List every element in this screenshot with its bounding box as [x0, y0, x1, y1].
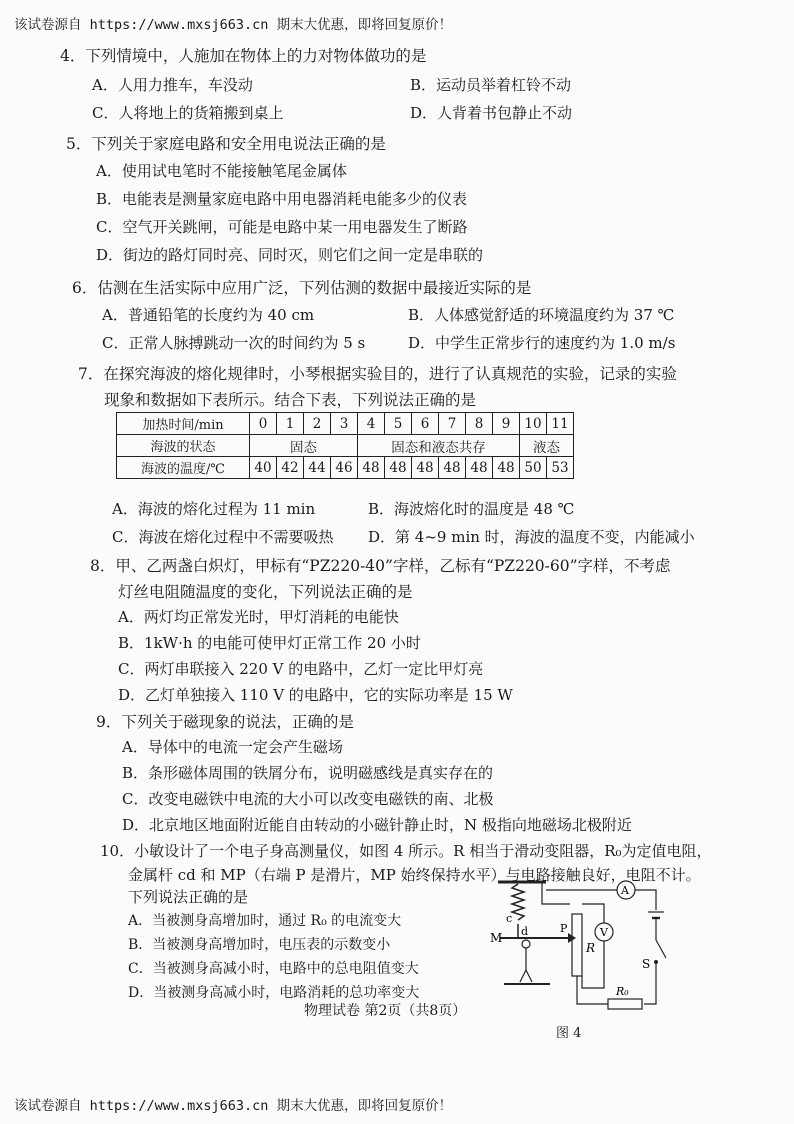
table-cell-temp: 46 [331, 457, 358, 479]
table-cell-time: 9 [493, 413, 520, 435]
q7-option-d: D．第 4~9 min 时，海波的温度不变，内能减小 [368, 528, 695, 546]
wire-top [542, 882, 570, 904]
q9-option-a: A．导体中的电流一定会产生磁场 [122, 738, 343, 756]
q5-option-c: C．空气开关跳闸，可能是电路中某一用电器发生了断路 [96, 218, 468, 236]
header-watermark: 该试卷源自 https://www.mxsj663.cn 期末大优惠，即将回复原价！ [14, 17, 453, 33]
q6-option-b: B．人体感觉舒适的环境温度约为 37 ℃ [408, 306, 675, 324]
table-header-temp: 海波的温度/℃ [117, 457, 250, 479]
q8-stem-line2: 灯丝电阻随温度的变化，下列说法正确的是 [118, 583, 413, 601]
table-cell-temp: 48 [385, 457, 412, 479]
table-cell-time: 1 [277, 413, 304, 435]
q10-stem-line2: 金属杆 cd 和 MP（右端 P 是滑片，MP 始终保持水平）与电路接触良好，电阻不计。 [128, 866, 701, 884]
q8-option-c: C．两灯串联接入 220 V 的电路中，乙灯一定比甲灯亮 [118, 660, 484, 678]
q6-option-c: C．正常人脉搏跳动一次的时间约为 5 s [102, 334, 366, 352]
table-cell-state-liquid: 液态 [520, 435, 574, 457]
table-cell-temp: 53 [547, 457, 574, 479]
q10-option-a: A．当被测身高增加时，通过 R₀ 的电流变大 [128, 913, 402, 929]
table-row-temp [117, 457, 574, 479]
q5-option-d: D．街边的路灯同时亮、同时灭，则它们之间一定是串联的 [96, 246, 484, 264]
q9-option-b: B．条形磁体周围的铁屑分布，说明磁感线是真实存在的 [122, 764, 494, 782]
q10-option-b: B．当被测身高增加时，电压表的示数变小 [128, 937, 391, 953]
table-cell-temp: 48 [358, 457, 385, 479]
label-v: V [600, 926, 608, 939]
table-cell-temp: 48 [412, 457, 439, 479]
q10-option-c: C．当被测身高减小时，电路中的总电阻值变大 [128, 961, 419, 977]
table-cell-state-mixed: 固态和液态共存 [358, 435, 520, 457]
q5-option-a: A．使用试电笔时不能接触笔尾金属体 [96, 162, 347, 180]
table-cell-time: 10 [520, 413, 547, 435]
q10-option-d: D．当被测身高减小时，电路消耗的总功率变大 [128, 985, 420, 1001]
table-cell-temp: 48 [439, 457, 466, 479]
label-m: M [490, 931, 503, 945]
table-cell-temp: 48 [493, 457, 520, 479]
table-cell-temp: 40 [250, 457, 277, 479]
label-d: d [521, 925, 529, 938]
switch-contact [654, 960, 658, 964]
q10-stem-line1: 10．小敏设计了一个电子身高测量仪，如图 4 所示。R 相当于滑动变阻器，R₀为定值电阻， [100, 842, 712, 860]
label-r0: R₀ [616, 985, 629, 998]
table-cell-temp: 44 [304, 457, 331, 479]
table-cell-temp: 48 [466, 457, 493, 479]
q7-option-b: B．海波熔化时的温度是 48 ℃ [368, 500, 575, 518]
table-cell-time: 2 [304, 413, 331, 435]
q7-option-a: A．海波的熔化过程为 11 min [112, 500, 316, 518]
resistor-r0 [608, 999, 642, 1009]
person-leg [520, 970, 526, 982]
switch-s [656, 940, 666, 958]
melting-data-table [116, 412, 574, 479]
person-head [522, 940, 530, 948]
q4-option-c: C．人将地上的货箱搬到桌上 [92, 104, 284, 122]
table-cell-temp: 42 [277, 457, 304, 479]
q8-stem-line1: 8．甲、乙两盏白炽灯，甲标有“PZ220-40”字样，乙标有“PZ220-60”字样，不考虑 [90, 557, 671, 575]
label-p: P [560, 922, 568, 935]
q9-option-c: C．改变电磁铁中电流的大小可以改变电磁铁的南、北极 [122, 790, 494, 808]
table-header-state: 海波的状态 [117, 435, 250, 457]
table-cell-time: 6 [412, 413, 439, 435]
q5-stem: 5．下列关于家庭电路和安全用电说法正确的是 [66, 135, 386, 153]
q9-stem: 9．下列关于磁现象的说法，正确的是 [96, 713, 354, 731]
page-number-label: 物理试卷 第2页（共8页） [304, 1003, 467, 1019]
q8-option-b: B．1kW·h 的电能可使甲灯正常工作 20 小时 [118, 634, 421, 652]
label-a: A [621, 884, 629, 897]
footer-watermark: 该试卷源自 https://www.mxsj663.cn 期末大优惠，即将回复原价！ [14, 1098, 453, 1114]
label-s: S [642, 957, 651, 971]
wire-a-right [635, 890, 656, 910]
table-row-time [117, 413, 574, 435]
table-cell-time: 5 [385, 413, 412, 435]
q6-option-d: D．中学生正常步行的速度约为 1.0 m/s [408, 334, 676, 352]
figure-4-circuit-diagram [490, 878, 676, 1020]
label-r: R [586, 941, 596, 955]
person-leg [526, 970, 532, 982]
label-c: c [506, 912, 513, 925]
q6-stem: 6．估测在生活实际中应用广泛，下列估测的数据中最接近实际的是 [72, 279, 532, 297]
q7-option-c: C．海波在熔化过程中不需要吸热 [112, 528, 334, 546]
resistor-r [572, 914, 582, 976]
table-cell-time: 11 [547, 413, 574, 435]
q7-stem-line2: 现象和数据如下表所示。结合下表，下列说法正确的是 [104, 391, 477, 409]
q7-stem-line1: 7．在探究海波的熔化规律时，小琴根据实验目的，进行了认真规范的实验，记录的实验 [78, 365, 677, 383]
spring [512, 884, 524, 920]
table-cell-time: 4 [358, 413, 385, 435]
table-cell-time: 0 [250, 413, 277, 435]
q4-stem: 4．下列情境中，人施加在物体上的力对物体做功的是 [60, 47, 427, 65]
q8-option-a: A．两灯均正常发光时，甲灯消耗的电能快 [118, 608, 399, 626]
table-header-time: 加热时间/min [117, 413, 250, 435]
table-cell-time: 7 [439, 413, 466, 435]
wire-v-top [582, 904, 604, 923]
q4-option-b: B．运动员举着杠铃不动 [410, 76, 572, 94]
q8-option-d: D．乙灯单独接入 110 V 的电路中，它的实际功率是 15 W [118, 686, 513, 704]
table-row-state [117, 435, 574, 457]
table-cell-state-solid: 固态 [250, 435, 358, 457]
q5-option-b: B．电能表是测量家庭电路中用电器消耗电能多少的仪表 [96, 190, 468, 208]
table-cell-time: 3 [331, 413, 358, 435]
q9-option-d: D．北京地区地面附近能自由转动的小磁针静止时，N 极指向地磁场北极附近 [122, 816, 632, 834]
table-cell-temp: 50 [520, 457, 547, 479]
q10-stem-line3: 下列说法正确的是 [128, 888, 249, 906]
q4-option-d: D．人背着书包静止不动 [410, 104, 573, 122]
q4-option-a: A．人用力推车，车没动 [92, 76, 253, 94]
table-cell-time: 8 [466, 413, 493, 435]
q6-option-a: A．普通铅笔的长度约为 40 cm [102, 306, 315, 324]
figure-caption: 图 4 [556, 1026, 582, 1041]
